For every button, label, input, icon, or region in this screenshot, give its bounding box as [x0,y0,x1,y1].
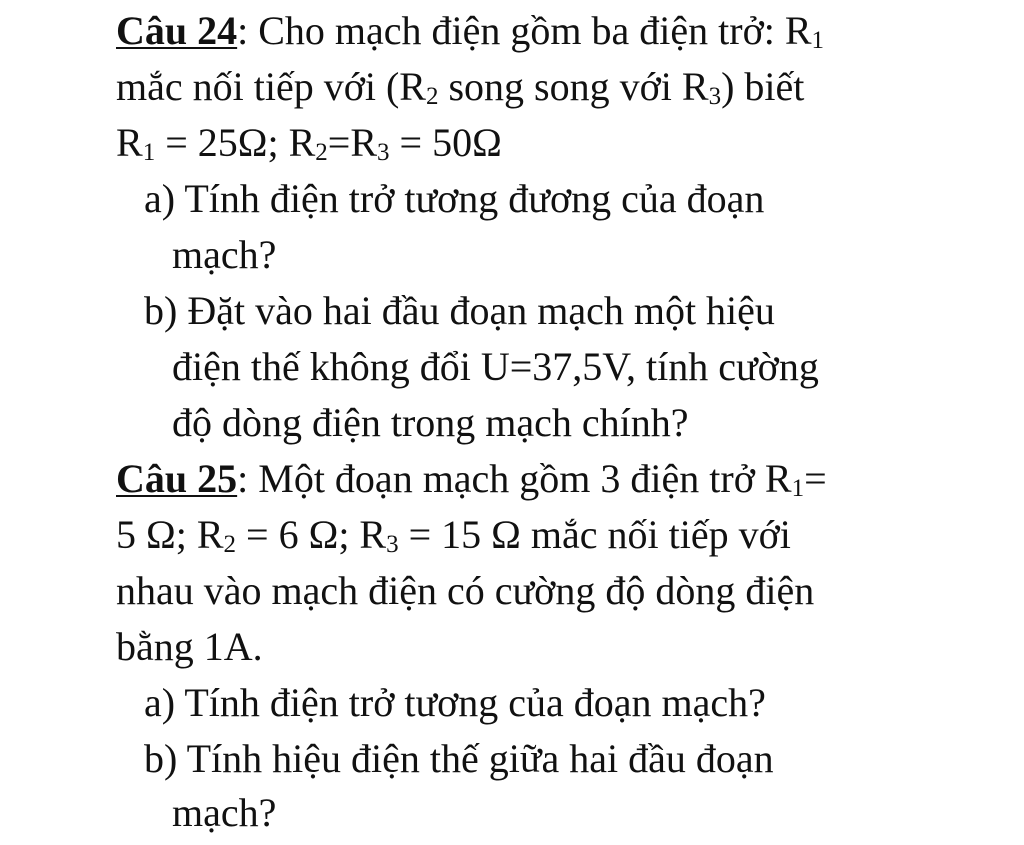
question-24-part-a: a) Tính điện trở tương đương của đoạn [144,176,765,221]
text-segment: song song với R [438,64,709,109]
question-25-label: Câu 25 [116,456,238,501]
text-segment: ) biết [721,64,805,109]
question-24-part-b-cont-1: điện thế không đổi U=37,5V, tính cường [172,344,819,389]
text-segment: = [804,456,827,501]
subscript: 2 [425,83,439,110]
text-segment: = 15 Ω mắc nối tiếp với [398,512,791,557]
question-24-line-1 [116,3,824,59]
question-24-part-b: b) Đặt vào hai đầu đoạn mạch một hiệu [144,288,775,333]
subscript: 3 [386,531,399,558]
subscript: 1 [142,139,156,166]
question-25-part-a: a) Tính điện trở tương của đoạn mạch? [144,680,766,725]
question-25-line-1 [116,451,827,507]
text-segment: = 6 Ω; R [236,512,387,557]
text-segment: = 50Ω [389,120,502,165]
question-24-line-2 [116,59,804,115]
subscript: 2 [223,531,237,558]
question-24-part-b-cont-2: độ dòng điện trong mạch chính? [172,400,689,445]
question-25-text: : Một đoạn mạch gồm 3 điện trở R [237,456,792,501]
question-24-line-3 [116,115,502,171]
question-25-line-3: nhau vào mạch điện có cường độ dòng điện [116,568,815,613]
question-25-line-2 [116,507,791,563]
text-segment: =R [327,120,378,165]
subscript: 1 [791,475,805,502]
question-24-label: Câu 24 [116,8,238,53]
subscript: 3 [377,139,390,166]
question-24-part-a-cont: mạch? [172,232,277,277]
question-24-text: : Cho mạch điện gồm ba điện trở: R [237,8,812,53]
text-segment: mắc nối tiếp với (R [116,64,426,109]
subscript: 1 [811,27,825,54]
text-segment: R [116,120,143,165]
question-25-part-b-cont: mạch? [172,790,277,835]
question-25-line-4: bằng 1A. [116,624,263,669]
question-25-part-b: b) Tính hiệu điện thế giữa hai đầu đoạn [144,736,774,781]
text-segment: 5 Ω; R [116,512,224,557]
text-segment: = 25Ω; R [155,120,316,165]
subscript: 2 [315,139,328,166]
subscript: 3 [708,83,722,110]
